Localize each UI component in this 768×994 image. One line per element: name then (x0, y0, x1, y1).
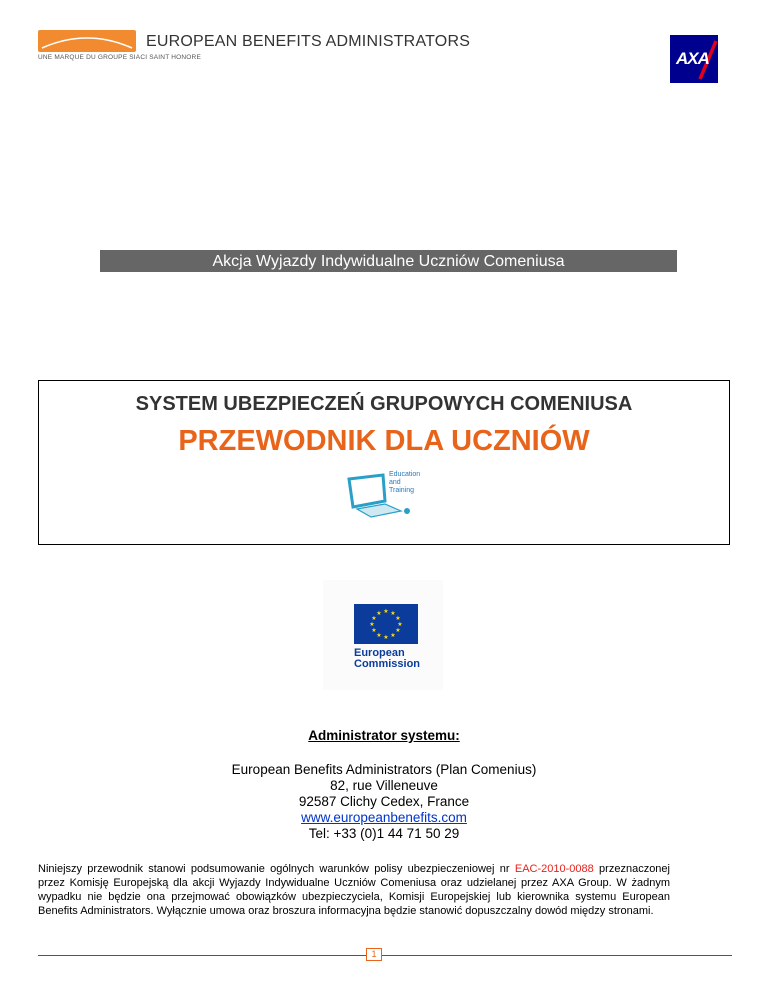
svg-text:★: ★ (383, 608, 389, 615)
european-commission-name: European Commission (354, 647, 421, 670)
education-training-icon (345, 471, 425, 521)
document-title: SYSTEM UBEZPIECZEŃ GRUPOWYCH COMENIUSA (135, 393, 633, 415)
svg-text:★: ★ (376, 632, 382, 639)
svg-text:★: ★ (383, 634, 389, 641)
disclaimer-text-start: Niniejszy przewodnik stanowi podsumowanie ogólnych warunków polisy ubezpieczeniowej nr (38, 863, 515, 875)
action-banner: Akcja Wyjazdy Indywidualne Uczniów Comeniusa (100, 250, 677, 272)
eba-tagline: UNE MARQUE DU GROUPE SIACI SAINT HONORE (38, 54, 201, 61)
svg-text:★: ★ (371, 627, 377, 634)
policy-number: EAC-2010-0088 (514, 863, 594, 875)
eba-company-name: EUROPEAN BENEFITS ADMINISTRATORS (146, 33, 471, 50)
svg-text:★: ★ (397, 621, 403, 628)
eba-logo (38, 30, 471, 66)
education-training-caption: Education and Training (389, 471, 421, 494)
website-link[interactable]: www.europeanbenefits.com (301, 810, 467, 825)
administrator-heading: Administrator systemu: (308, 728, 460, 743)
svg-text:★: ★ (390, 632, 396, 639)
axa-logo-text: AXA (676, 49, 709, 68)
disclaimer-paragraph (38, 862, 670, 918)
phone-number: Tel: +33 (0)1 44 71 50 29 (308, 826, 460, 841)
street-address: 82, rue Villeneuve (330, 778, 438, 793)
svg-text:★: ★ (395, 627, 401, 634)
document-subtitle: PRZEWODNIK DLA UCZNIÓW (178, 425, 590, 457)
svg-text:★: ★ (369, 621, 375, 628)
eu-flag-icon (354, 604, 418, 644)
svg-text:★: ★ (376, 610, 382, 617)
page-number: 1 (366, 948, 382, 961)
disclaimer-text-end: przeznaczonej przez Komisję Europejską dla akcji Wyjazdy Indywidualne Uczniów Comeniusa oraz udzielanej przez AXA Group. W żadnym wypadku nie będzie ona przejmować obowiązków ubezpieczyciela, Komisji Europejskiej lub kierownika systemu European Benefits Administrators. Wyłącznie umowa oraz broszura informacyjna będzie stanowić dopuszczalny dowód między stronami. (38, 863, 670, 917)
axa-logo (670, 35, 718, 83)
svg-text:★: ★ (390, 610, 396, 617)
administrator-address (0, 762, 768, 842)
eba-swoosh-icon (38, 30, 136, 52)
city-address: 92587 Clichy Cedex, France (298, 794, 470, 809)
company-name: European Benefits Administrators (Plan Comenius) (231, 762, 537, 777)
footer-divider (38, 955, 732, 956)
european-commission-logo (323, 580, 443, 690)
svg-text:★: ★ (371, 615, 377, 622)
title-box (38, 380, 730, 545)
svg-text:★: ★ (395, 615, 401, 622)
